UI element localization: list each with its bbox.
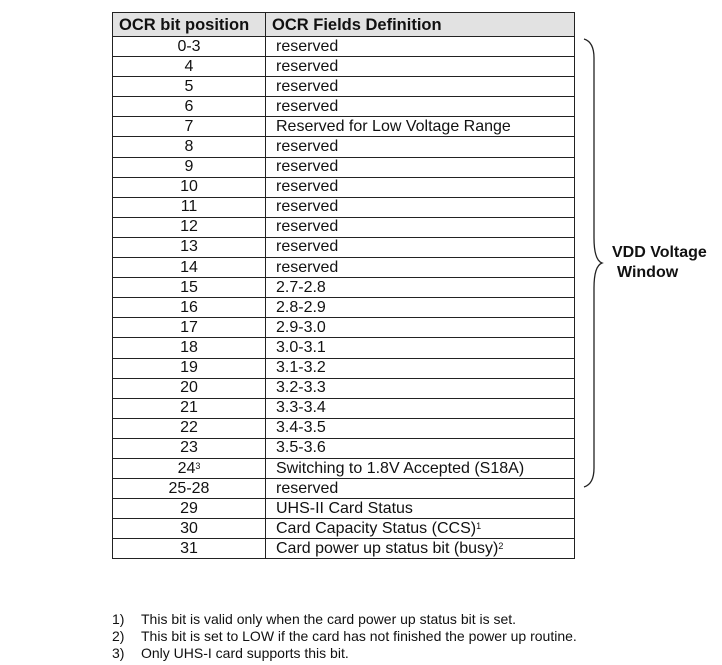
cell-text: 19	[180, 359, 198, 377]
definition-cell	[266, 378, 575, 398]
footnote-text: Only UHS-I card supports this bit.	[141, 645, 349, 661]
cell-text: 3.3-3.4	[276, 399, 326, 417]
table-row	[113, 97, 575, 117]
definition-cell	[266, 117, 575, 137]
definition-cell	[266, 57, 575, 77]
table-row	[113, 278, 575, 298]
cell-text: 22	[180, 419, 198, 437]
cell-text: 31	[180, 539, 198, 557]
definition-cell	[266, 197, 575, 217]
bit-position-cell	[113, 338, 266, 358]
bit-position-cell	[113, 458, 266, 478]
footnote-text: This bit is set to LOW if the card has not finished the power up routine.	[141, 628, 577, 644]
header-fields-definition: OCR Fields Definition	[266, 13, 575, 37]
bit-position-cell	[113, 157, 266, 177]
footnotes	[112, 611, 577, 662]
bit-position-cell	[113, 258, 266, 278]
table-row	[113, 258, 575, 278]
table-row	[113, 539, 575, 559]
footnote-ref: 2	[498, 540, 504, 551]
bit-position-cell	[113, 177, 266, 197]
definition-cell	[266, 77, 575, 97]
cell-text: 3.0-3.1	[276, 338, 326, 356]
cell-text: reserved	[276, 158, 339, 176]
cell-text: 25-28	[168, 479, 210, 497]
table-header-row	[113, 13, 575, 37]
table-row	[113, 358, 575, 378]
definition-cell	[266, 438, 575, 458]
cell-text: 4	[184, 57, 194, 75]
cell-text: 29	[180, 499, 198, 517]
cell-text: reserved	[276, 57, 339, 75]
footnote-number: 2)	[112, 628, 125, 644]
table-row	[113, 157, 575, 177]
definition-cell	[266, 217, 575, 237]
footnote	[112, 645, 577, 662]
bit-position-cell	[113, 398, 266, 418]
cell-text: reserved	[276, 479, 339, 497]
definition-cell	[266, 479, 575, 499]
table-row	[113, 338, 575, 358]
table-row	[113, 237, 575, 257]
definition-cell	[266, 97, 575, 117]
definition-cell	[266, 298, 575, 318]
bit-position-cell	[113, 438, 266, 458]
cell-text: reserved	[276, 77, 339, 95]
cell-text: Card power up status bit (busy)	[276, 539, 499, 557]
definition-cell	[266, 338, 575, 358]
cell-text: reserved	[276, 178, 339, 196]
cell-text: 18	[180, 338, 198, 356]
cell-text: reserved	[276, 37, 339, 55]
definition-cell	[266, 278, 575, 298]
cell-text: 3.4-3.5	[276, 419, 326, 437]
bit-position-cell	[113, 539, 266, 559]
definition-cell	[266, 398, 575, 418]
cell-text: 2.9-3.0	[276, 318, 326, 336]
cell-text: 7	[184, 117, 194, 135]
cell-text: UHS-II Card Status	[276, 499, 413, 517]
cell-text: Switching to 1.8V Accepted (S18A)	[276, 459, 525, 477]
bit-position-cell	[113, 77, 266, 97]
definition-cell	[266, 37, 575, 57]
cell-text: 15	[180, 278, 198, 296]
bit-position-cell	[113, 137, 266, 157]
cell-text: reserved	[276, 238, 339, 256]
definition-cell	[266, 318, 575, 338]
definition-cell	[266, 519, 575, 539]
bit-position-cell	[113, 197, 266, 217]
bit-position-cell	[113, 57, 266, 77]
cell-text: 5	[184, 77, 194, 95]
vdd-voltage-window-label	[612, 243, 707, 283]
bit-position-cell	[113, 117, 266, 137]
cell-text: 24	[177, 459, 196, 477]
cell-text: reserved	[276, 138, 339, 156]
definition-cell	[266, 358, 575, 378]
table-row	[113, 318, 575, 338]
table-row	[113, 438, 575, 458]
bit-position-cell	[113, 237, 266, 257]
footnote	[112, 628, 577, 645]
table-row	[113, 298, 575, 318]
table-row	[113, 499, 575, 519]
cell-text: 13	[180, 238, 198, 256]
cell-text: 3.1-3.2	[276, 359, 326, 377]
cell-text: reserved	[276, 198, 339, 216]
bit-position-cell	[113, 97, 266, 117]
cell-text: 9	[184, 158, 194, 176]
bit-position-cell	[113, 519, 266, 539]
definition-cell	[266, 157, 575, 177]
cell-text: 2.8-2.9	[276, 298, 326, 316]
bit-position-cell	[113, 358, 266, 378]
table-row	[113, 117, 575, 137]
definition-cell	[266, 177, 575, 197]
table-row	[113, 217, 575, 237]
cell-text: 8	[184, 138, 194, 156]
footnote-ref: 3	[195, 460, 201, 471]
cell-text: Reserved for Low Voltage Range	[276, 117, 511, 135]
bit-position-cell	[113, 479, 266, 499]
footnote-number: 3)	[112, 645, 125, 661]
footnote-number: 1)	[112, 611, 125, 627]
cell-text: 16	[180, 298, 198, 316]
bit-position-cell	[113, 499, 266, 519]
table-row	[113, 479, 575, 499]
cell-text: 10	[180, 178, 198, 196]
cell-text: 11	[180, 198, 198, 216]
definition-cell	[266, 458, 575, 478]
brace-label-line: Window	[617, 264, 679, 281]
definition-cell	[266, 237, 575, 257]
table-row	[113, 177, 575, 197]
cell-text: 14	[180, 258, 198, 276]
definition-cell	[266, 418, 575, 438]
ocr-register-table	[112, 12, 575, 559]
table-row	[113, 37, 575, 57]
bit-position-cell	[113, 298, 266, 318]
cell-text: 12	[180, 218, 198, 236]
table-row	[113, 197, 575, 217]
cell-text: 20	[180, 379, 198, 397]
cell-text: 0-3	[177, 37, 201, 55]
definition-cell	[266, 539, 575, 559]
brace-icon	[582, 38, 604, 488]
table-row	[113, 57, 575, 77]
cell-text: 3.2-3.3	[276, 379, 326, 397]
cell-text: 21	[180, 399, 198, 417]
bit-position-cell	[113, 37, 266, 57]
cell-text: 23	[180, 439, 198, 457]
table-row	[113, 458, 575, 478]
table-row	[113, 378, 575, 398]
table-row	[113, 137, 575, 157]
bit-position-cell	[113, 278, 266, 298]
footnote-text: This bit is valid only when the card power up status bit is set.	[141, 611, 517, 627]
table-row	[113, 519, 575, 539]
cell-text: reserved	[276, 258, 339, 276]
definition-cell	[266, 137, 575, 157]
table-row	[113, 398, 575, 418]
bit-position-cell	[113, 318, 266, 338]
cell-text: 2.7-2.8	[276, 278, 326, 296]
footnote	[112, 611, 577, 628]
cell-text: 30	[180, 519, 198, 537]
cell-text: 3.5-3.6	[276, 439, 326, 457]
cell-text: Card Capacity Status (CCS)	[276, 519, 477, 537]
header-bit-position: OCR bit position	[113, 13, 266, 37]
cell-text: reserved	[276, 97, 339, 115]
brace-label-line: VDD Voltage	[612, 244, 707, 261]
definition-cell	[266, 499, 575, 519]
bit-position-cell	[113, 217, 266, 237]
bit-position-cell	[113, 418, 266, 438]
definition-cell	[266, 258, 575, 278]
bit-position-cell	[113, 378, 266, 398]
table-row	[113, 418, 575, 438]
table-row	[113, 77, 575, 97]
footnote-ref: 1	[476, 520, 482, 531]
cell-text: 6	[184, 97, 194, 115]
cell-text: reserved	[276, 218, 339, 236]
cell-text: 17	[180, 318, 198, 336]
